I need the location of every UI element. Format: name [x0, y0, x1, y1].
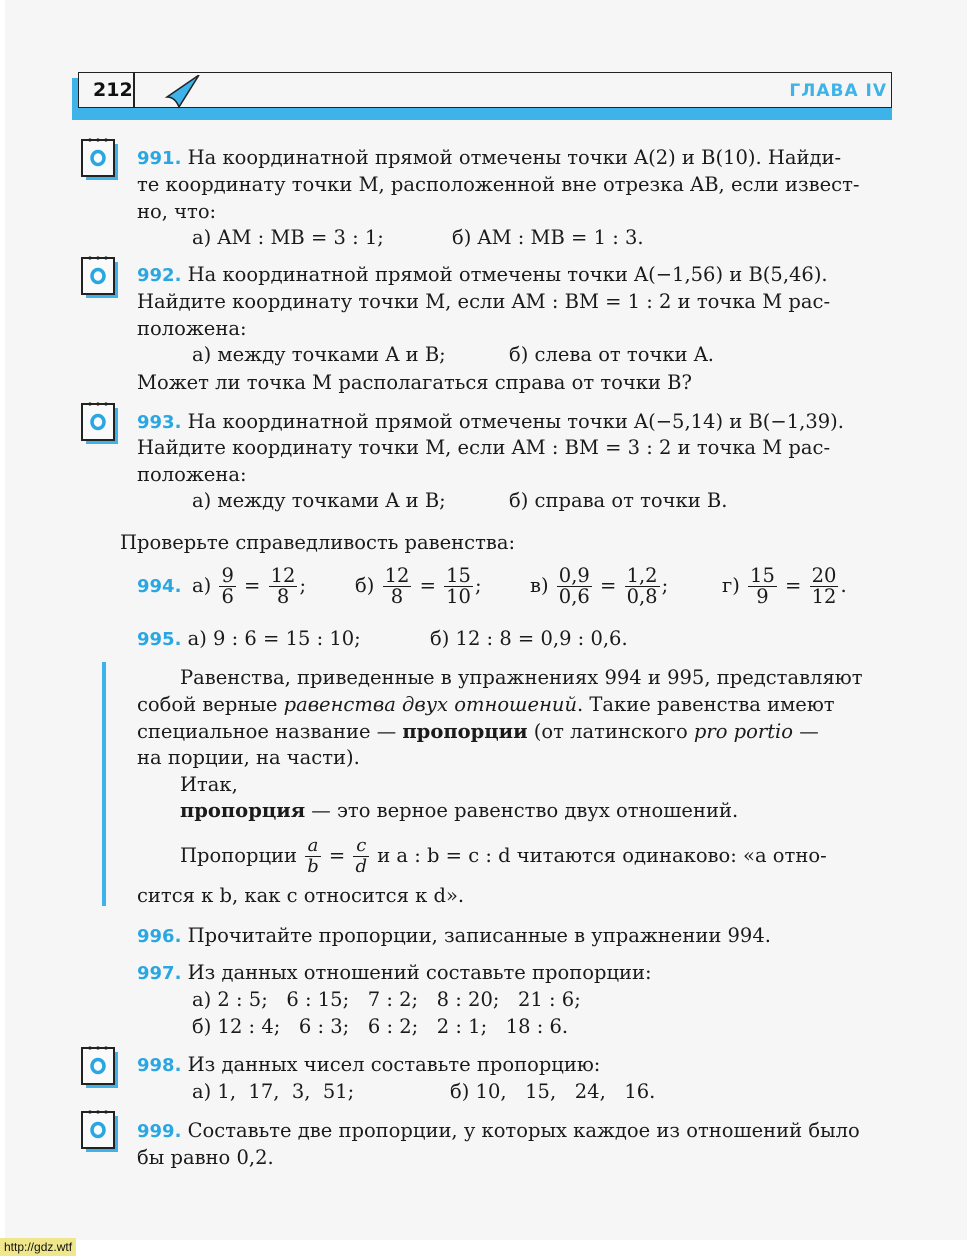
exercise-number: 997.	[137, 963, 182, 984]
exercise-part-a: а) между точками A и B;	[192, 343, 446, 366]
item-label: б)	[355, 574, 375, 597]
equation-item: а) $\frac{9}{6}$ = $\frac{12}{8}$ ;	[192, 564, 307, 608]
theory-text: Пропорции $\frac{a}{b}$ = $\frac{c}{d}$ и a : b = c : d читаются одинаково: «a отно-	[180, 835, 827, 877]
exercise-text: На координатной прямой отмечены точки A(−5,14) и B(−1,39).	[187, 410, 844, 433]
theory-italic-term: pro portio	[693, 720, 794, 743]
exercise-993	[137, 408, 844, 436]
header-frame	[78, 72, 892, 108]
fraction-denominator: 8	[276, 585, 290, 608]
exercise-badge-icon	[80, 400, 120, 444]
fraction-right	[810, 566, 839, 607]
theory-text-part: (от латинского	[527, 720, 694, 743]
theory-italic-term: равенства двух отношений	[283, 693, 578, 716]
item-label: а)	[192, 574, 212, 597]
theory-text	[137, 691, 835, 718]
exercise-part-b: б) справа от точки B.	[509, 489, 728, 512]
equation-item: г) $\frac{15}{9}$ = $\frac{20}{12}$ .	[722, 564, 847, 608]
exercise-badge-icon	[80, 254, 120, 298]
fraction-denominator: 6	[221, 585, 234, 608]
theory-text-part: Пропорции	[180, 844, 297, 867]
fraction-denominator: 0,8	[626, 585, 658, 608]
fraction-right	[625, 566, 660, 607]
exercise-996	[137, 922, 771, 950]
exercise-question: Может ли точка M располагаться справа от точки B?	[137, 371, 692, 394]
exercise-text: положена:	[137, 463, 247, 486]
fraction-left	[748, 566, 777, 607]
fraction-c-d	[353, 836, 369, 877]
fraction-numerator: 15	[750, 564, 775, 587]
page-number: 212	[93, 79, 133, 101]
exercise-number: 998.	[137, 1055, 182, 1076]
theory-text: Итак,	[180, 773, 238, 796]
exercise-991	[137, 144, 841, 172]
exercise-number: 995.	[137, 629, 182, 650]
exercise-part-b: б) 12 : 8 = 0,9 : 0,6.	[430, 627, 628, 650]
binder-ring-icon	[133, 73, 135, 107]
fraction-denominator: 0,6	[558, 585, 590, 608]
exercise-part-b: б) AM : MB = 1 : 3.	[452, 226, 644, 249]
fraction-numerator: 15	[446, 564, 471, 587]
fraction-numerator: 0,9	[558, 564, 590, 587]
fraction-numerator: 1,2	[626, 564, 658, 587]
exercise-text: положена:	[137, 317, 247, 340]
exercise-text: Найдите координату точки M, если AM : BM = 3 : 2 и точка M рас-	[137, 436, 831, 459]
item-label: в)	[530, 574, 549, 597]
page-header	[78, 72, 892, 110]
exercise-994	[137, 566, 181, 607]
exercise-999	[137, 1117, 860, 1145]
exercise-997	[137, 959, 652, 987]
exercise-part-b: б) 12 : 4; 6 : 3; 6 : 2; 2 : 1; 18 : 6.	[192, 1015, 569, 1038]
exercise-text: Найдите координату точки M, если AM : BM = 1 : 2 и точка M рас-	[137, 290, 831, 313]
exercise-number: 994.	[137, 576, 182, 597]
fraction-right	[444, 566, 473, 607]
exercise-text: Из данных чисел составьте пропорцию:	[187, 1053, 601, 1076]
exercise-number: 991.	[137, 148, 182, 169]
exercise-995	[137, 625, 361, 653]
chapter-title: ГЛАВА IV	[789, 81, 887, 101]
exercise-998	[137, 1051, 600, 1079]
exercise-text: На координатной прямой отмечены точки A(2) и B(10). Найди-	[187, 146, 842, 169]
fraction-left	[383, 566, 412, 607]
section-heading: Проверьте справедливость равенства:	[120, 531, 516, 554]
theory-sidebar-bar	[102, 662, 106, 906]
exercise-number: 992.	[137, 265, 182, 286]
exercise-text: те координату точки M, расположенной вне отрезка AB, если извест-	[137, 173, 860, 196]
item-label: г)	[722, 574, 740, 597]
theory-text-part: —	[793, 720, 819, 743]
theory-definition	[180, 797, 738, 824]
fraction-denominator: d	[355, 856, 367, 877]
exercise-part-a: а) 1, 17, 3, 51;	[192, 1080, 355, 1103]
fraction-numerator: 20	[811, 564, 837, 587]
exercise-text: бы равно 0,2.	[137, 1146, 274, 1169]
fraction-a-b	[305, 836, 321, 877]
fraction-numerator: c	[353, 836, 369, 857]
fraction-right	[269, 566, 298, 607]
fraction-left	[219, 566, 235, 607]
fraction-numerator: a	[305, 836, 321, 857]
theory-text-part: и a : b = c : d читаются одинаково: «a отно-	[377, 844, 827, 867]
theory-text: на порции, на части).	[137, 746, 360, 769]
exercise-part-b: б) 10, 15, 24, 16.	[450, 1080, 656, 1103]
theory-text-part: . Такие равенства имеют	[577, 693, 835, 716]
exercise-number: 993.	[137, 412, 182, 433]
punctuation: ;	[661, 574, 669, 597]
equation-item: в) $\frac{0,9}{0,6}$ = $\frac{1,2}{0,8}$ ;	[530, 564, 669, 608]
theory-bold-term: пропорции	[402, 720, 528, 743]
exercise-part-a: а) AM : MB = 3 : 1;	[192, 226, 384, 249]
exercise-badge-icon	[80, 136, 120, 180]
fraction-numerator: 12	[384, 564, 410, 587]
exercise-text: Составьте две пропорции, у которых каждое из отношений было	[187, 1119, 860, 1142]
equation-item: б) $\frac{12}{8}$ = $\frac{15}{10}$ ;	[355, 564, 482, 608]
fraction-denominator: 10	[446, 585, 471, 608]
definition-text: — это верное равенство двух отношений.	[305, 799, 739, 822]
source-link[interactable]: http://gdz.wtf	[0, 1238, 76, 1256]
theory-text: сится к b, как c относится к d».	[137, 884, 465, 907]
punctuation: ;	[299, 574, 307, 597]
exercise-number: 999.	[137, 1121, 182, 1142]
exercise-text: Из данных отношений составьте пропорции:	[187, 961, 652, 984]
fraction-left	[557, 566, 592, 607]
exercise-badge-icon	[80, 1044, 120, 1088]
exercise-part-a: а) 9 : 6 = 15 : 10;	[187, 627, 361, 650]
punctuation: .	[840, 574, 847, 597]
fraction-denominator: 9	[756, 585, 769, 608]
exercise-part-b: б) слева от точки A.	[509, 343, 715, 366]
theory-text: Равенства, приведенные в упражнениях 994 и 995, представляют	[180, 666, 863, 689]
fraction-numerator: 9	[221, 564, 234, 587]
exercise-part-a: а) 2 : 5; 6 : 15; 7 : 2; 8 : 20; 21 : 6;	[192, 988, 581, 1011]
theory-text-part: собой верные	[137, 693, 284, 716]
theory-text	[137, 718, 819, 745]
fraction-denominator: b	[307, 856, 319, 877]
definition-term: пропорция	[180, 799, 306, 822]
exercise-992	[137, 261, 828, 289]
fraction-numerator: 12	[270, 564, 296, 587]
fraction-denominator: 8	[390, 585, 404, 608]
exercise-badge-icon	[80, 1108, 120, 1152]
theory-text-part: специальное название —	[137, 720, 403, 743]
fraction-denominator: 12	[811, 585, 837, 608]
exercise-text: но, что:	[137, 200, 217, 223]
exercise-part-a: а) между точками A и B;	[192, 489, 446, 512]
exercise-text: Прочитайте пропорции, записанные в упражнении 994.	[187, 924, 771, 947]
exercise-text: На координатной прямой отмечены точки A(−1,56) и B(5,46).	[187, 263, 828, 286]
page-corner-icon	[165, 75, 205, 109]
punctuation: ;	[474, 574, 482, 597]
exercise-number: 996.	[137, 926, 182, 947]
